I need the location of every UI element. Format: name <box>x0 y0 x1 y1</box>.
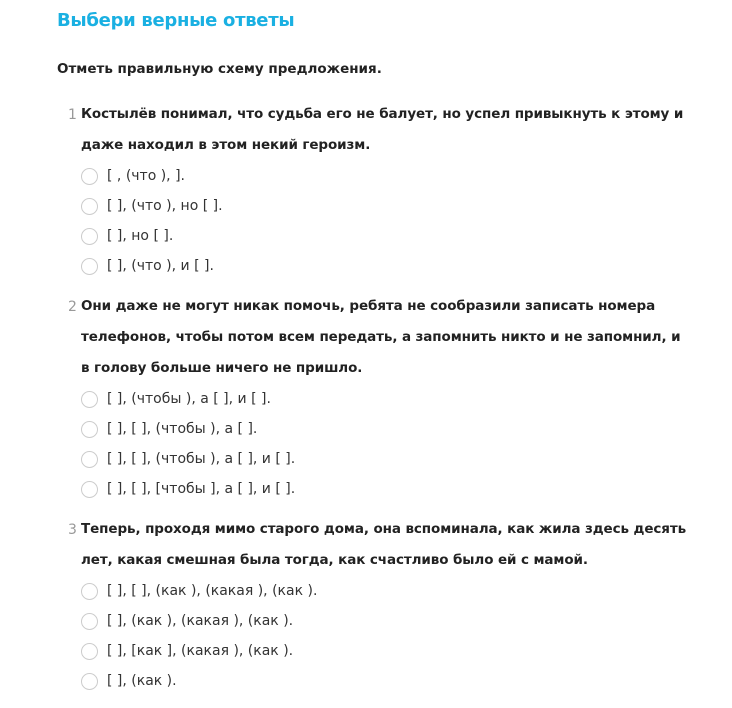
question-1 <box>0 99 691 281</box>
option-label: [ ], [ ], (чтобы ), а [ ]. <box>107 421 258 437</box>
option-label: [ ], но [ ]. <box>107 228 174 244</box>
radio-button[interactable] <box>81 673 98 690</box>
question-text: Они даже не могут никак помочь, ребята не сообразили записать номера телефонов, чтобы потом всем передать, а запомнить никто и не запомнил, и в голову больше ничего не пришло. <box>81 298 681 376</box>
question-number: 2 <box>68 299 77 315</box>
answer-option[interactable] <box>81 606 691 636</box>
answer-option[interactable] <box>81 474 691 504</box>
option-label: [ ], (что ), и [ ]. <box>107 258 214 274</box>
radio-button[interactable] <box>81 421 98 438</box>
radio-button[interactable] <box>81 583 98 600</box>
radio-button[interactable] <box>81 391 98 408</box>
radio-button[interactable] <box>81 258 98 275</box>
radio-button[interactable] <box>81 451 98 468</box>
radio-button[interactable] <box>81 613 98 630</box>
option-label: [ ], [ ], (как ), (какая ), (как ). <box>107 583 318 599</box>
question-3 <box>0 514 691 696</box>
option-label: [ ], (как ). <box>107 673 177 689</box>
option-label: [ ], [как ], (какая ), (как ). <box>107 643 294 659</box>
question-number: 1 <box>68 107 77 123</box>
answer-option[interactable] <box>81 414 691 444</box>
answer-option[interactable] <box>81 251 691 281</box>
answer-option[interactable] <box>81 666 691 696</box>
question-text: Теперь, проходя мимо старого дома, она вспоминала, как жила здесь десять лет, какая смешная была тогда, как счастливо было ей с мамой. <box>81 521 687 568</box>
question-list <box>0 99 732 706</box>
question-text: Костылёв понимал, что судьба его не балует, но успел привыкнуть к этому и даже находил в этом некий героизм. <box>81 106 684 153</box>
radio-button[interactable] <box>81 643 98 660</box>
answer-option[interactable] <box>81 221 691 251</box>
answer-option[interactable] <box>81 161 691 191</box>
instruction: Отметь правильную схему предложения. <box>57 61 382 77</box>
radio-button[interactable] <box>81 198 98 215</box>
option-label: [ , (что ), ]. <box>107 168 185 184</box>
question-number: 3 <box>68 522 77 538</box>
answer-option[interactable] <box>81 444 691 474</box>
radio-button[interactable] <box>81 168 98 185</box>
radio-button[interactable] <box>81 228 98 245</box>
radio-button[interactable] <box>81 481 98 498</box>
option-label: [ ], (чтобы ), а [ ], и [ ]. <box>107 391 271 407</box>
answer-option[interactable] <box>81 384 691 414</box>
answer-option[interactable] <box>81 576 691 606</box>
answer-option[interactable] <box>81 636 691 666</box>
option-label: [ ], [ ], (чтобы ), а [ ], и [ ]. <box>107 451 296 467</box>
page-title: Выбери верные ответы <box>57 10 295 31</box>
question-2 <box>0 291 691 504</box>
option-label: [ ], (как ), (какая ), (как ). <box>107 613 294 629</box>
option-label: [ ], [ ], [чтобы ], а [ ], и [ ]. <box>107 481 296 497</box>
option-label: [ ], (что ), но [ ]. <box>107 198 223 214</box>
answer-option[interactable] <box>81 191 691 221</box>
